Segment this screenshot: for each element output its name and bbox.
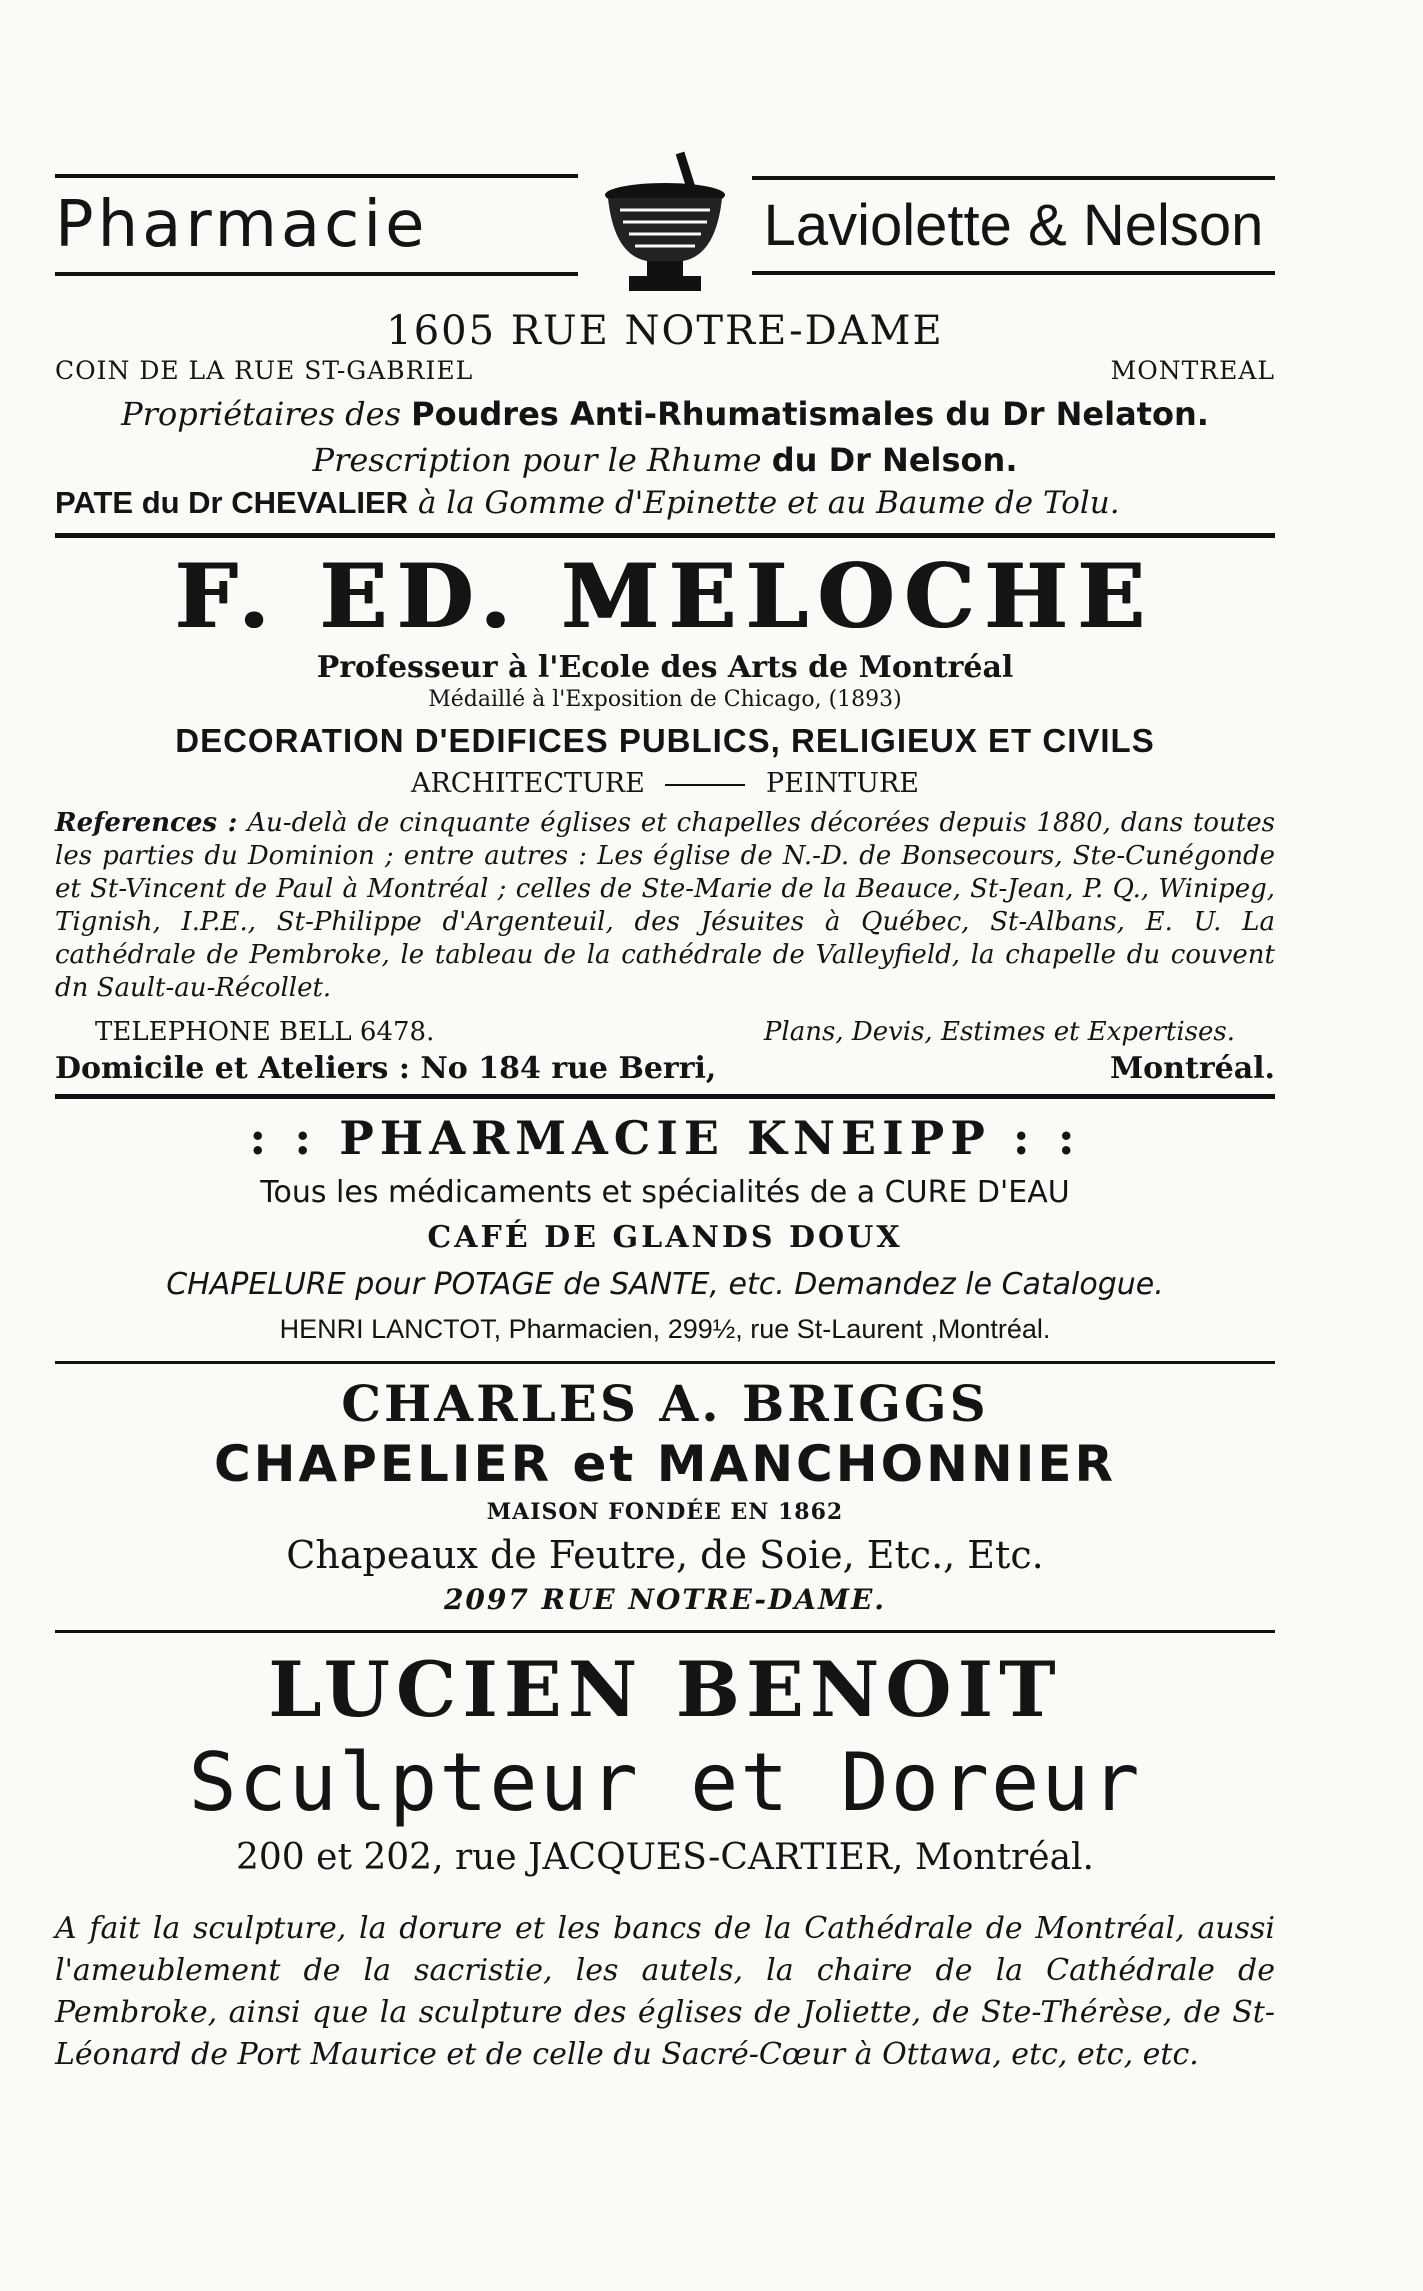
laviolette-nelson-title: Laviolette & Nelson — [752, 176, 1275, 275]
briggs-name: CHARLES A. BRIGGS — [341, 1374, 989, 1433]
pharmacie-corner: COIN DE LA RUE ST-GABRIEL — [55, 356, 474, 385]
advertisement-page — [55, 150, 1275, 2076]
telephone-line — [55, 1017, 1275, 1047]
owners-line: Propriétaires des Poudres Anti-Rhumatismales du Dr Nelaton. — [121, 395, 1209, 433]
meloche-professor: Professeur à l'Ecole des Arts de Montréal — [316, 650, 1014, 685]
kneipp-line1: Tous les médicaments et spécialités de a CURE D'EAU — [260, 1175, 1070, 1210]
benoit-address: 200 et 202, rue JACQUES-CARTIER, Montréal. — [235, 1837, 1094, 1878]
telephone: TELEPHONE BELL 6478. — [95, 1017, 435, 1047]
briggs-founded: MAISON FONDÉE EN 1862 — [486, 1499, 844, 1525]
pharmacie-header — [55, 150, 1275, 300]
arch-painting-line: ARCHITECTURE PEINTURE — [410, 768, 920, 799]
pharmacie-address: 1605 RUE NOTRE-DAME — [386, 308, 944, 354]
divider — [55, 1630, 1275, 1633]
briggs-trade: CHAPELIER et MANCHONNIER — [213, 1435, 1117, 1493]
benoit-trade: Sculpteur et Doreur — [188, 1736, 1142, 1829]
briggs-address: 2097 RUE NOTRE-DAME. — [443, 1583, 887, 1616]
meloche-decoration: DECORATION D'EDIFICES PUBLICS, RELIGIEUX ET CIVILS — [175, 722, 1155, 759]
pharmacie-city: MONTREAL — [1110, 356, 1275, 385]
divider — [55, 1361, 1275, 1364]
meloche-name: F. ED. MELOCHE — [175, 544, 1155, 648]
kneipp-title: : : PHARMACIE KNEIPP : : — [249, 1111, 1081, 1165]
meloche-medal: Médaillé à l'Exposition de Chicago, (1893) — [428, 687, 902, 712]
pharmacie-title: Pharmacie — [55, 174, 578, 276]
plans: Plans, Devis, Estimes et Expertises. — [763, 1017, 1235, 1047]
kneipp-line4: HENRI LANCTOT, Pharmacien, 299½, rue St-Laurent ,Montréal. — [279, 1314, 1051, 1344]
kneipp-line2: CAFÉ DE GLANDS DOUX — [427, 1220, 903, 1255]
kneipp-line3: CHAPELURE pour POTAGE de SANTE, etc. Demandez le Catalogue. — [166, 1267, 1164, 1302]
briggs-products: Chapeaux de Feutre, de Soie, Etc., Etc. — [286, 1533, 1044, 1577]
divider — [55, 1094, 1275, 1099]
divider — [55, 533, 1275, 538]
mortar-pestle-icon — [590, 150, 740, 300]
pate-line: PATE du Dr CHEVALIER à la Gomme d'Epinette et au Baume de Tolu. — [55, 485, 1120, 521]
domicile-line: Domicile et Ateliers : No 184 rue Berri, Montréal. — [55, 1051, 1275, 1086]
prescription-line: Prescription pour le Rhume du Dr Nelson. — [312, 441, 1018, 479]
meloche-references: References : Au-delà de cinquante églises et chapelles décorées depuis 1880, dans toutes les parties du Dominion ; entre autres : Les église de N.-D. de Bonsecours, Ste-Cunégonde et St-Vincent de Paul à Montréal ; celles de Ste-Marie de la Beauce, St-Jean, P. Q., Winipeg, Tignish, I.P.E., St-Philippe d'Argenteuil, des Jésuites à Québec, St-Albans, E. U. La cathédrale de Pembroke, le tableau de la cathédrale de Valleyfield, la chapelle du couvent dn Sault-au-Récollet. — [55, 808, 1276, 1003]
benoit-text: A fait la sculpture, la dorure et les bancs de la Cathédrale de Montréal, aussi l'ameublement de la sacristie, les autels, la chaire de la Cathédrale de Pembroke, ainsi que la sculpture des églises de Joliette, de Ste-Thérèse, de St-Léonard de Port Maurice et de celle du Sacré-Cœur à Ottawa, etc, etc, etc. — [55, 1911, 1275, 2072]
benoit-name: LUCIEN BENOIT — [268, 1645, 1062, 1734]
